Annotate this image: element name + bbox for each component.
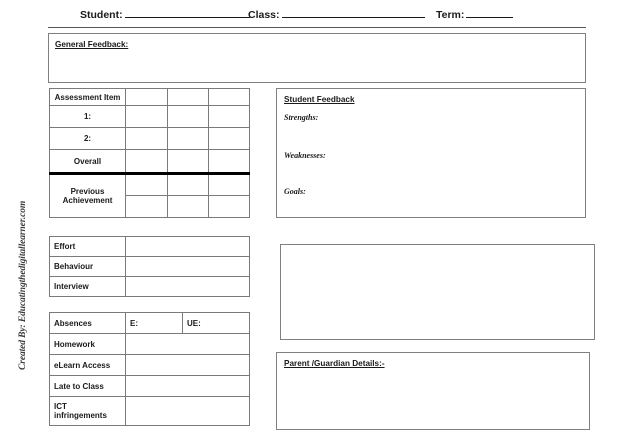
assessment-row2-cell-3[interactable] <box>209 128 250 150</box>
goals-label: Goals: <box>284 187 306 196</box>
general-feedback-title: General Feedback: <box>55 40 129 49</box>
previous-achievement-cell-3a[interactable] <box>209 174 250 196</box>
student-feedback-title: Student Feedback <box>284 95 355 104</box>
header-divider <box>48 27 586 28</box>
general-feedback-box[interactable] <box>48 33 586 83</box>
elearn-access-label: eLearn Access <box>50 355 126 376</box>
ict-infringements-label <box>50 397 126 426</box>
parent-guardian-title: Parent /Guardian Details:- <box>284 359 385 368</box>
assessment-row2-cell-1[interactable] <box>126 128 168 150</box>
assessment-header-cell-2[interactable] <box>168 89 209 106</box>
notes-box[interactable] <box>280 244 595 340</box>
homework-label: Homework <box>50 334 126 355</box>
assessment-header-cell-3[interactable] <box>209 89 250 106</box>
table-row <box>50 257 250 277</box>
absences-label: Absences <box>50 313 126 334</box>
assessment-row2-label: 2: <box>50 128 126 150</box>
assessment-overall-cell-1[interactable] <box>126 150 168 174</box>
weaknesses-input[interactable] <box>347 151 581 177</box>
homework-input[interactable] <box>126 334 250 355</box>
table-row <box>50 128 250 150</box>
table-row <box>50 277 250 297</box>
ict-infringements-input[interactable] <box>126 397 250 426</box>
term-field[interactable] <box>436 8 513 21</box>
weaknesses-label: Weaknesses: <box>284 151 326 160</box>
previous-achievement-cell-2b[interactable] <box>168 196 209 218</box>
absences-unexcused-label[interactable]: UE: <box>183 313 250 334</box>
general-feedback-input[interactable] <box>55 54 581 80</box>
late-to-class-input[interactable] <box>126 376 250 397</box>
effort-input[interactable] <box>126 237 250 257</box>
elearn-access-input[interactable] <box>126 355 250 376</box>
assessment-row1-label: 1: <box>50 106 126 128</box>
student-label: Student: <box>80 9 123 21</box>
previous-achievement-cell-2a[interactable] <box>168 174 209 196</box>
table-row <box>50 174 250 196</box>
assessment-item-label: Assessment Item <box>50 89 126 106</box>
ict-infringements-label-line1: ICT <box>54 401 67 411</box>
table-row <box>50 150 250 174</box>
late-to-class-label: Late to Class <box>50 376 126 397</box>
assessment-header-cell-1[interactable] <box>126 89 168 106</box>
student-field[interactable] <box>80 8 250 21</box>
assessment-row2-cell-2[interactable] <box>168 128 209 150</box>
term-label: Term: <box>436 9 465 21</box>
assessment-table <box>49 88 250 218</box>
effort-label: Effort <box>50 237 126 257</box>
previous-achievement-label-line2: Achievement <box>62 196 113 205</box>
strengths-input[interactable] <box>337 113 581 139</box>
table-row <box>50 237 250 257</box>
table-row <box>50 334 250 355</box>
previous-achievement-label <box>50 174 126 218</box>
previous-achievement-cell-1a[interactable] <box>126 174 168 196</box>
behaviour-input[interactable] <box>126 257 250 277</box>
attendance-table <box>49 312 250 426</box>
class-label: Class: <box>248 9 280 21</box>
term-input[interactable] <box>466 8 513 18</box>
table-row <box>50 397 250 426</box>
table-row <box>50 313 250 334</box>
assessment-row1-cell-2[interactable] <box>168 106 209 128</box>
parent-guardian-input[interactable] <box>284 375 585 427</box>
class-field[interactable] <box>248 8 425 21</box>
assessment-overall-cell-2[interactable] <box>168 150 209 174</box>
table-row <box>50 376 250 397</box>
parent-guardian-box[interactable] <box>276 352 590 430</box>
assessment-overall-cell-3[interactable] <box>209 150 250 174</box>
assessment-overall-label: Overall <box>50 150 126 174</box>
class-input[interactable] <box>282 8 425 18</box>
previous-achievement-cell-3b[interactable] <box>209 196 250 218</box>
table-row <box>50 89 250 106</box>
assessment-row1-cell-1[interactable] <box>126 106 168 128</box>
absences-excused-label[interactable]: E: <box>126 313 183 334</box>
behaviour-label: Behaviour <box>50 257 126 277</box>
table-row <box>50 355 250 376</box>
previous-achievement-cell-1b[interactable] <box>126 196 168 218</box>
ict-infringements-label-line2: infringements <box>54 411 107 420</box>
conduct-table <box>49 236 250 297</box>
created-by-credit: Created By: Educatingthedigitallearner.com <box>18 200 28 370</box>
goals-input[interactable] <box>322 187 581 211</box>
assessment-row1-cell-3[interactable] <box>209 106 250 128</box>
previous-achievement-label-line1: Previous <box>70 186 105 196</box>
student-feedback-box[interactable] <box>276 88 586 218</box>
header-fields <box>48 8 586 28</box>
table-row <box>50 106 250 128</box>
interview-input[interactable] <box>126 277 250 297</box>
strengths-label: Strengths: <box>284 113 319 122</box>
student-input[interactable] <box>125 8 250 18</box>
interview-label: Interview <box>50 277 126 297</box>
notes-input[interactable] <box>285 249 590 335</box>
